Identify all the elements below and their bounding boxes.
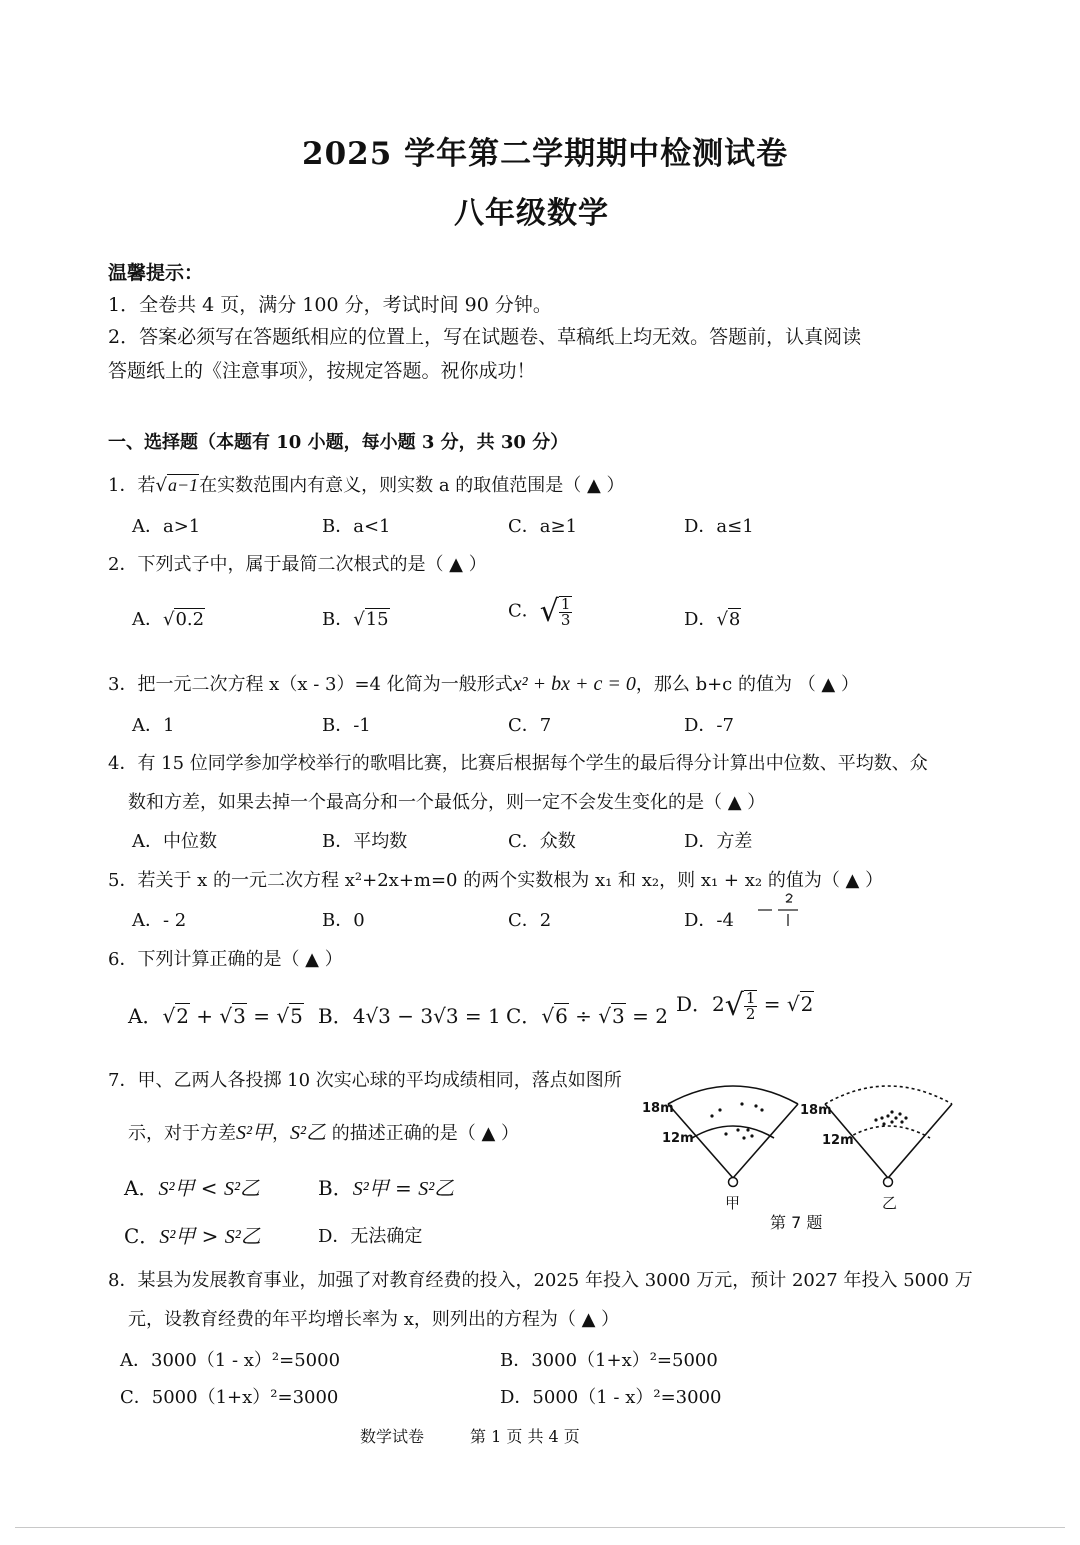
q6-option-a: A．√2 + √3 = √5 <box>128 1004 303 1028</box>
q4-option-d: D．方差 <box>684 831 753 852</box>
q1-suffix: 在实数范围内有意义，则实数 a 的取值范围是（ ▲ ） <box>199 475 625 496</box>
q4-option-c: C．众数 <box>508 831 576 852</box>
q1-prefix: 1．若 <box>108 475 156 496</box>
q7-option-c: C．S²甲 > S²乙 <box>124 1224 261 1248</box>
label-18m-yi: 18m <box>800 1103 832 1118</box>
question-7-line-1: 7．甲、乙两人各投掷 10 次实心球的平均成绩相同，落点如图所 <box>108 1070 622 1091</box>
q2-option-d: D．√8 <box>684 609 741 630</box>
q5-option-b: B．0 <box>322 910 365 931</box>
q1-option-c: C．a≥1 <box>508 516 578 537</box>
q7-option-d: D．无法确定 <box>318 1226 423 1247</box>
q2-option-b: B．√15 <box>322 609 389 630</box>
q5-option-c: C．2 <box>508 910 552 931</box>
q1-option-b: B．a<1 <box>322 516 391 537</box>
q3-general-form: x² + bx + c = 0 <box>512 673 636 695</box>
q3-option-d: D．-7 <box>684 715 734 736</box>
q6-option-c: C．√6 ÷ √3 = 2 <box>506 1004 668 1028</box>
question-3-stem: 3．把一元二次方程 x（x - 3）=4 化简为一般形式x² + bx + c = 0，那么 b+c 的值为 （ ▲ ） <box>108 673 859 695</box>
footer-subject: 数学试卷 <box>360 1427 425 1446</box>
footer-page-number: 第 1 页 共 4 页 <box>470 1427 580 1446</box>
question-5-stem: 5．若关于 x 的一元二次方程 x²+2x+m=0 的两个实数根为 x₁ 和 x₂，则 x₁ + x₂ 的值为（ ▲ ） <box>108 870 884 891</box>
question-1-stem <box>108 471 625 497</box>
sqrt-sign: √ <box>155 475 167 496</box>
notice-heading: 温馨提示： <box>108 262 204 284</box>
q4-option-a: A．中位数 <box>132 831 217 852</box>
question-7-line-2: 示，对于方差S²甲，S²乙 的描述正确的是（ ▲ ） <box>128 1122 520 1144</box>
label-12m-jia: 12m <box>662 1131 694 1146</box>
question-8-line-1: 8．某县为发展教育事业，加强了对教育经费的投入，2025 年投入 3000 万元，预计 2027 年投入 5000 万 <box>108 1270 973 1291</box>
q2-option-a: A．√0.2 <box>132 609 205 630</box>
q8-option-c: C．5000（1+x）²=3000 <box>120 1387 339 1408</box>
q1-option-a: A．a>1 <box>132 516 201 537</box>
label-12m-yi: 12m <box>822 1133 854 1148</box>
label-jia: 甲 <box>725 1194 741 1212</box>
q3-option-c: C．7 <box>508 715 552 736</box>
label-yi: 乙 <box>882 1194 898 1212</box>
q3-option-a: A．1 <box>132 715 175 736</box>
figure-caption: 第 7 题 <box>770 1213 823 1232</box>
question-6-stem: 6．下列计算正确的是（ ▲ ） <box>108 949 343 970</box>
notice-item-1: 1．全卷共 4 页，满分 100 分，考试时间 90 分钟。 <box>108 294 552 316</box>
q1-radicand: a−1 <box>167 475 199 495</box>
q3-option-b: B．-1 <box>322 715 371 736</box>
question-2-stem: 2．下列式子中，属于最简二次根式的是（ ▲ ） <box>108 554 487 575</box>
question-8-line-2: 元，设教育经费的年平均增长率为 x，则列出的方程为（ ▲ ） <box>128 1309 620 1330</box>
exam-title: 2025 学年第二学期期中检测试卷 <box>302 136 789 172</box>
section-heading: 一、选择题（本题有 10 小题，每小题 3 分，共 30 分） <box>108 432 569 453</box>
q8-option-b: B．3000（1+x）²=5000 <box>500 1350 718 1371</box>
q6-option-b: B．4√3 − 3√3 = 1 <box>318 1004 501 1028</box>
question-4-line-1: 4．有 15 位同学参加学校举行的歌唱比赛，比赛后根据每个学生的最后得分计算出中位数、平均数、众 <box>108 753 928 774</box>
q5-option-a: A．- 2 <box>132 910 187 931</box>
q7-option-a: A．S²甲 < S²乙 <box>124 1176 260 1200</box>
q5-option-d: D．-4 <box>684 910 734 931</box>
notice-item-2-line-2: 答题纸上的《注意事项》，按规定答题。祝你成功！ <box>108 360 536 382</box>
notice-item-2-line-1: 2．答案必须写在答题纸相应的位置上，写在试题卷、草稿纸上均无效。答题前，认真阅读 <box>108 326 862 348</box>
handwritten-mark <box>752 886 804 930</box>
figure-q7 <box>630 1074 970 1244</box>
q7-option-b: B．S²甲 = S²乙 <box>318 1176 455 1200</box>
scan-border <box>15 1527 1065 1528</box>
q6-option-d: D．2√ $\frac{1}{2}$ = √2 <box>676 988 814 1023</box>
label-18m-jia: 18m <box>642 1101 674 1116</box>
q4-option-b: B．平均数 <box>322 831 408 852</box>
question-4-line-2: 数和方差，如果去掉一个最高分和一个最低分，则一定不会发生变化的是（ ▲ ） <box>128 792 766 813</box>
q8-option-a: A．3000（1 - x）²=5000 <box>120 1350 341 1371</box>
exam-subtitle: 八年级数学 <box>454 196 609 231</box>
q2-option-c: C．√ $\frac{1}{3}$ <box>508 594 571 629</box>
q8-option-d: D．5000（1 - x）²=3000 <box>500 1387 722 1408</box>
q1-option-d: D．a≤1 <box>684 516 754 537</box>
